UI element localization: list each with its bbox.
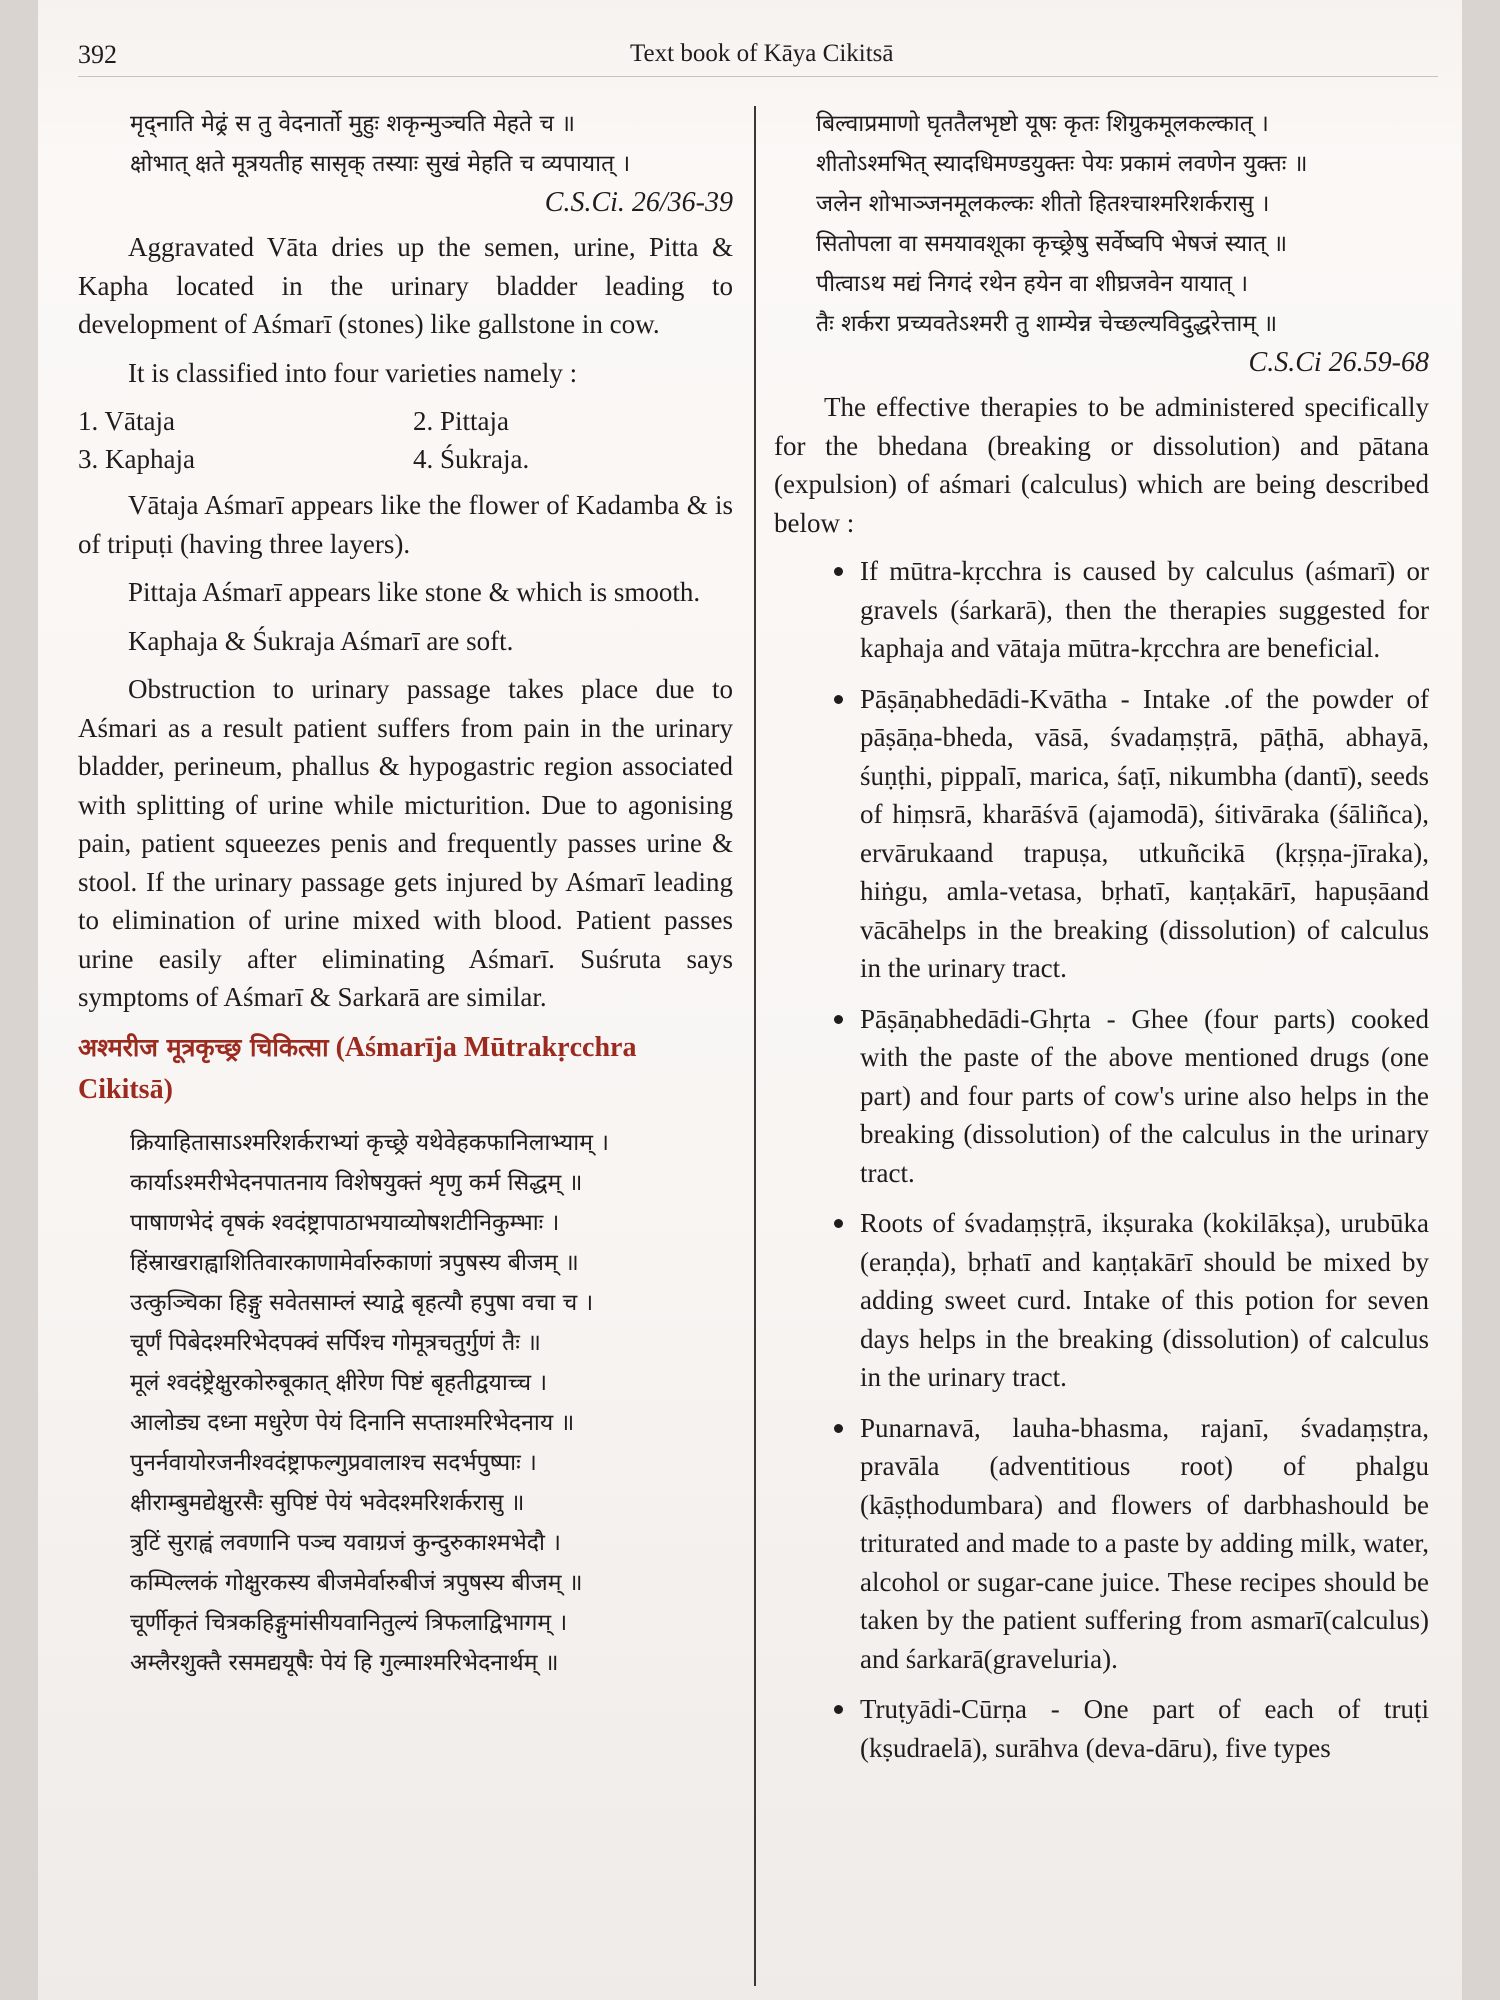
paragraph: Pittaja Aśmarī appears like stone & which is smooth.: [128, 577, 701, 607]
sanskrit-verse-line: पीत्वाऽथ मद्यं निगदं रथेन हयेन वा शीघ्रजवेन यायात् ।: [816, 271, 1249, 297]
bullet-text: Pāṣāṇabhedādi-Kvātha - Intake .of the powder of pāṣāṇa-bheda, vāsā, śvadaṃṣṭrā, pāṭhā, abhayā, śuṇṭhi, pippalī, marica, śaṭī, nikumbha (dantī), seeds of hiṃsrā, kharāśvā (ajamodā), śitivāraka (śāliñca), ervārukaand trapuṣa, utkuñcikā (kṛṣṇa-jīraka), hiṅgu, amla-vetasa, bṛhatī, kaṇṭakārī, hapuṣāand vācāhelps in the breaking (dissolution) of calculus in the urinary tract.: [860, 683, 1429, 983]
sanskrit-verse-line: क्रियाहितासाऽश्मरिशर्कराभ्यां कृच्छ्रे यथेवेहकफानिलाभ्याम् ।: [130, 1129, 610, 1156]
bullet-text: Roots of śvadaṃṣṭrā, ikṣuraka (kokilākṣa), urubūka (eraṇḍa), bṛhatī and kaṇṭakārī should be mixed by adding sweet curd. Intake of this potion for seven days helps in the breaking (dissolution) of calculus in the urinary tract.: [860, 1208, 1429, 1392]
paragraph: Aggravated Vāta dries up the semen, urine, Pitta & Kapha located in the urinary bladder leading to development of Aśmarī (stones) like gallstone in cow.: [78, 232, 733, 339]
bullet-item: [774, 1204, 1429, 1397]
variety-item: 4. Śukraja.: [413, 444, 530, 474]
bullet-item: [774, 680, 1429, 988]
bullet-text: Pāṣāṇabhedādi-Ghṛta - Ghee (four parts) cooked with the paste of the above mentioned drugs (one part) and four parts of cow's urine also helps in the breaking (dissolution) of the calculus in the urinary tract.: [860, 1003, 1429, 1188]
sanskrit-verse-line: त्रुटिं सुराह्वं लवणानि पञ्च यवाग्रजं कुन्दुरुकाश्मभेदौ ।: [130, 1529, 561, 1556]
bullet-dot: [834, 1219, 843, 1228]
paragraph: Vātaja Aśmarī appears like the flower of Kadamba & is of tripuṭi (having three layers).: [78, 490, 733, 559]
column-divider: [754, 106, 756, 1986]
sanskrit-verse-line: क्षीराम्बुमद्येक्षुरसैः सुपिष्टं पेयं भवेदश्मरिशर्करासु ॥: [130, 1489, 525, 1516]
section-heading-english: (Aśmarīja Mūtrakṛcchra Cikitsā): [78, 1031, 637, 1105]
running-header: [78, 36, 1438, 77]
sanskrit-verse-line: मृद्नाति मेढ्रं स तु वेदनार्तो मुहुः शकृन्मुञ्चति मेहते च ॥: [130, 111, 576, 137]
sanskrit-verse-line: जलेन शोभाञ्जनमूलकल्कः शीतो हितश्चाश्मरिशर्करासु ।: [816, 191, 1270, 217]
sanskrit-verse-line: पाषाणभेदं वृषकं श्वदंष्ट्रापाठाभयाव्योषशटीनिकुम्भाः ।: [130, 1209, 560, 1236]
variety-item: 2. Pittaja: [413, 406, 509, 436]
sanskrit-verse-line: आलोड्य दध्ना मधुरेण पेयं दिनानि सप्ताश्मरिभेदनाय ॥: [130, 1409, 575, 1436]
paragraph: The effective therapies to be administered specifically for the bhedana (breaking or dissolution) and pātana (expulsion) of aśmari (calculus) which are being described below :: [774, 392, 1429, 538]
bullet-item: [774, 1000, 1429, 1193]
sanskrit-verse-line: क्षोभात् क्षते मूत्रयतीह सासृक् तस्याः सुखं मेहति च व्यपायात् ।: [130, 151, 631, 177]
bullet-text: If mūtra-kṛcchra is caused by calculus (aśmarī) or gravels (śarkarā), then the therapies suggested for kaphaja and vātaja mūtra-kṛcchra are beneficial.: [860, 556, 1429, 663]
running-title: Text book of Kāya Cikitsā: [630, 40, 894, 67]
variety-item: 1. Vātaja: [78, 406, 175, 436]
sanskrit-verse-line: शीतोऽश्मभित् स्यादधिमण्डयुक्तः पेयः प्रकामं लवणेन युक्तः ॥: [816, 151, 1308, 177]
sanskrit-verse-line: बिल्वाप्रमाणो घृततैलभृष्टो यूषः कृतः शिग्रुकमूलकल्कात् ।: [816, 111, 1269, 137]
sanskrit-verse-line: मूलं श्वदंष्ट्रेक्षुरकोरुबूकात् क्षीरेण पिष्टं बृहतीद्वयाच्च ।: [130, 1369, 548, 1396]
page-number: 392: [78, 40, 117, 69]
section-heading: [78, 1027, 733, 1111]
variety-item: 3. Kaphaja: [78, 444, 195, 474]
sanskrit-verse-line: उत्कुञ्चिका हिङ्गु सवेतसाम्लं स्याद्वे बृहत्यौ हपुषा वचा च ।: [130, 1289, 594, 1316]
paragraph: Kaphaja & Śukraja Aśmarī are soft.: [128, 625, 514, 656]
bullet-text: Punarnavā, lauha-bhasma, rajanī, śvadaṃṣtra, pravāla (adventitious root) of phalgu (kāṣṭhodumbara) and flowers of darbhashould be triturated and made to a paste by adding milk, water, alcohol or sugar-cane juice. These recipes should be taken by the patient suffering from asmarī(calculus) and śarkarā(graveluria).: [860, 1412, 1429, 1674]
bullet-dot: [834, 1705, 843, 1714]
verse-reference: C.S.Ci. 26/36-39: [544, 187, 733, 218]
sanskrit-verse-line: कम्पिल्लकं गोक्षुरकस्य बीजमेर्वारुबीजं त्रपुषस्य बीजम् ॥: [130, 1569, 583, 1596]
left-column: [78, 104, 733, 1683]
sanskrit-verse-line: चूर्णीकृतं चित्रकहिङ्गुमांसीयवानितुल्यं त्रिफलाद्विभागम् ।: [130, 1609, 568, 1636]
bullet-item: [774, 1690, 1429, 1767]
bullet-item: [774, 552, 1429, 668]
varieties-list: [78, 402, 733, 478]
paragraph: It is classified into four varieties namely :: [128, 357, 578, 388]
bullet-dot: [834, 1424, 843, 1433]
sanskrit-verse-line: कार्याऽश्मरीभेदनपातनाय विशेषयुक्तं शृणु कर्म सिद्धम् ॥: [130, 1169, 583, 1196]
sanskrit-verse-line: सितोपला वा समयावशूका कृच्छ्रेषु सर्वेष्वपि भेषजं स्यात् ॥: [816, 231, 1288, 257]
sanskrit-verse-line: पुनर्नवायोरजनीश्वदंष्ट्राफल्गुप्रवालाश्च सदर्भपुष्पाः ।: [130, 1449, 537, 1476]
sanskrit-verse-line: अम्लैरशुक्तै रसमद्ययूषैः पेयं हि गुल्माश्मरिभेदनार्थम् ॥: [130, 1649, 559, 1676]
bullet-text: Truṭyādi-Cūrṇa - One part of each of truṭi (kṣudraelā), surāhva (deva-dāru), five types: [860, 1694, 1429, 1763]
bullet-dot: [834, 1015, 843, 1024]
sanskrit-verse-line: तैः शर्करा प्रच्यवतेऽश्मरी तु शाम्येन्न चेच्छल्यविदुद्धरेत्ताम् ॥: [816, 311, 1278, 337]
sanskrit-verse-line: हिंस्राखराह्वाशितिवारकाणामेर्वारुकाणां त्रपुषस्य बीजम् ॥: [130, 1249, 579, 1276]
bullet-dot: [834, 695, 843, 704]
sanskrit-verse-line: चूर्णं पिबेदश्मरिभेदपक्वं सर्पिश्च गोमूत्रचतुर्गुणं तैः ॥: [130, 1329, 541, 1356]
book-page: [38, 0, 1462, 2000]
paragraph: Obstruction to urinary passage takes place due to Aśmari as a result patient suffers from pain in the urinary bladder, perineum, phallus & hypogastric region associated with splitting of urine while micturition. Due to agonising pain, patient squeezes penis and frequently passes urine & stool. If the urinary passage gets injured by Aśmarī leading to elimination of urine mixed with blood. Patient passes urine easily after eliminating Aśmarī. Suśruta says symptoms of Aśmarī & Sarkarā are similar.: [78, 674, 733, 1012]
bullet-item: [774, 1409, 1429, 1679]
right-column: [774, 104, 1429, 1779]
section-heading-sanskrit: अश्मरीज मूत्रकृच्छ्र चिकित्सा: [78, 1032, 329, 1062]
bullet-dot: [834, 567, 843, 576]
verse-reference: C.S.Ci 26.59-68: [1248, 347, 1429, 378]
